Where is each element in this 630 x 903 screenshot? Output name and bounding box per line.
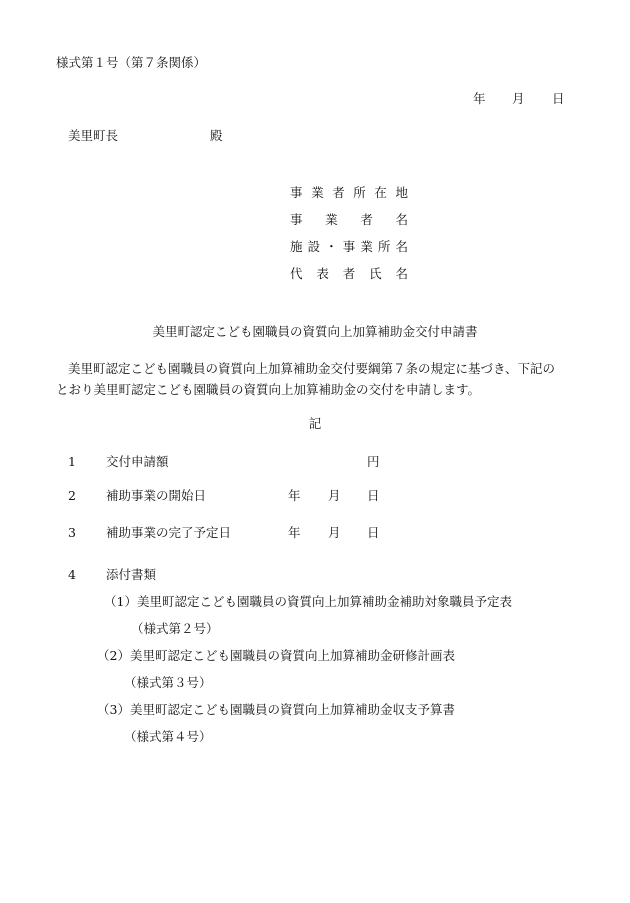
item-2-month: 月 (328, 488, 341, 503)
attachment-3-form: （様式第４号） (124, 729, 212, 744)
attachment-2: （2）美里町認定こども園職員の資質向上加算補助金研修計画表 (97, 648, 455, 663)
item-3-day: 日 (367, 525, 380, 540)
addressee-name: 美里町長 (68, 128, 119, 143)
item-2-label: 補助事業の開始日 (106, 488, 207, 503)
item-1-number: 1 (68, 454, 76, 469)
item-3-number: 3 (68, 525, 76, 540)
body-line-2: とおり美里町認定こども園職員の資質向上加算補助金の交付を申請します。 (56, 382, 481, 397)
attachment-1-form: （様式第２号） (131, 621, 219, 636)
field-business-name: 事 業 者 名 (290, 212, 408, 227)
date-day: 日 (552, 91, 565, 106)
item-1-unit: 円 (367, 454, 380, 469)
ki-heading: 記 (308, 416, 322, 431)
attachment-2-form: （様式第３号） (124, 675, 212, 690)
item-3-month: 月 (328, 525, 341, 540)
item-3-label: 補助事業の完了予定日 (106, 525, 232, 540)
field-business-address: 事 業 者 所 在 地 (290, 185, 408, 200)
item-1-label: 交付申請額 (106, 454, 169, 469)
attachment-3: （3）美里町認定こども園職員の資質向上加算補助金収支予算書 (97, 702, 455, 717)
form-number: 様式第１号（第７条関係） (56, 55, 207, 70)
item-4-label: 添付書類 (106, 567, 157, 582)
field-representative-name: 代 表 者 氏 名 (290, 266, 408, 281)
item-3-year: 年 (288, 525, 301, 540)
addressee-honorific: 殿 (210, 128, 223, 143)
item-2-number: 2 (68, 488, 76, 503)
date-month: 月 (512, 91, 525, 106)
date-year: 年 (473, 91, 486, 106)
attachment-1: （1）美里町認定こども園職員の資質向上加算補助金補助対象職員予定表 (104, 594, 512, 609)
document-title: 美里町認定こども園職員の資質向上加算補助金交付申請書 (152, 324, 478, 339)
item-4-number: 4 (68, 567, 76, 582)
body-line-1: 美里町認定こども園職員の資質向上加算補助金交付要綱第７条の規定に基づき、下記の (68, 361, 556, 376)
body-paragraph (56, 358, 578, 400)
item-2-day: 日 (367, 488, 380, 503)
item-2-year: 年 (288, 488, 301, 503)
field-facility-name: 施 設 ・ 事 業 所 名 (290, 239, 408, 254)
